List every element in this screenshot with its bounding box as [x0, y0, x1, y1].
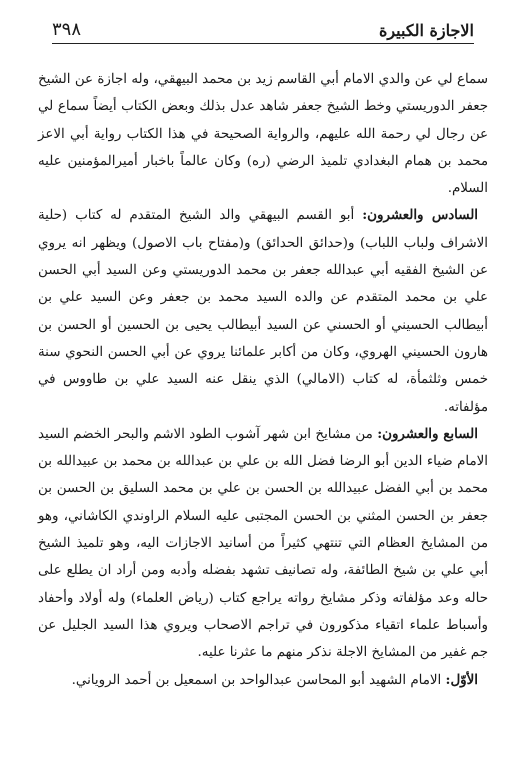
entry-heading: السابع والعشرون:: [377, 425, 478, 442]
entry-heading: الأوّل:: [445, 671, 478, 688]
paragraph-text: أبو القسم البيهقي والد الشيخ المتقدم له كتاب (حلية الاشراف ولباب اللباب) و(حدائق الحدائق) و(مفتاح باب الاصول) ويظهر انه يروي عن الشيخ الفقيه أبي عبدالله جعفر بن محمد الدوريستي وعن السيد أبي الحسن علي بن محمد المتقدم عن والده السيد محمد بن جعفر وعن السيد علي بن أبيطالب الحسيني أو الحسني عن السيد أبيطالب يحيى بن الحسين أو الحسن بن هارون الحسيني الهروي، وكان من أكابر علمائنا يروي عن أبي الحسن النحوي سنة خمس وثلثمأة، له كتاب (الامالي) الذي ينقل عنه السيد علي بن طاووس في مؤلفاته.: [38, 208, 488, 415]
paragraph-first-teacher: [38, 667, 488, 694]
running-title: الاجازة الكبيرة: [378, 21, 474, 40]
paragraph-text: من مشايخ ابن شهر آشوب الطود الاشم والبحر الخضم السيد الامام ضياء الدين أبو الرضا فضل الله بن علي بن عبدالله بن محمد بن عبيدالله بن محمد بن أبي الفضل عبيدالله بن الحسن بن علي بن محمد السليق بن الحسن بن جعفر بن الحسن المثني بن الحسن المجتبى عليه السلام الراوندي الكاشاني، وهو من المشايخ العظام التي تنتهي كثيراً من أسانيد الاجازات اليه، وهو تلميذ الشيخ أبي علي بن شيخ الطائفة، وله تصانيف تشهد بفضله وأدبه ومن أراد ان يطلع على حاله وعد مؤلفاته وذكر مشايخ رواته يراجع كتاب (رياض العلماء) وله أولاد وأحفاد وأسباط علماء اتقياء مذكورون في تراجم الاصحاب ويروي هذا السيد الجليل عن جم غفير من المشايخ الاجلة نذكر منهم ما عثرنا عليه.: [38, 426, 488, 661]
entry-heading: السادس والعشرون:: [362, 207, 478, 224]
paragraph-entry-26: [38, 202, 488, 420]
paragraph-continuation: [38, 66, 488, 202]
running-header: [52, 14, 474, 44]
paragraph-text: سماع لي عن والدي الامام أبي القاسم زيد بن محمد البيهقي، وله اجازة عن الشيخ جعفر الدوريستي وخط الشيخ جعفر شاهد عدل بذلك وبعض الكتاب أيضاً سماع لي عن رجال لي رحمة الله عليهم، والرواية الصحيحة في هذا الكتاب رواية أبي الاعز محمد بن همام البغدادي تلميذ الرضي (ره) وكان عالماً باخبار أميرالمؤمنين عليه السلام.: [38, 72, 488, 197]
page-body: [38, 66, 488, 694]
paragraph-text: الامام الشهيد أبو المحاسن عبدالواحد بن اسمعيل بن أحمد الروياني.: [71, 672, 446, 688]
page-number: ٣٩٨: [52, 19, 82, 40]
paragraph-entry-27: [38, 421, 488, 667]
